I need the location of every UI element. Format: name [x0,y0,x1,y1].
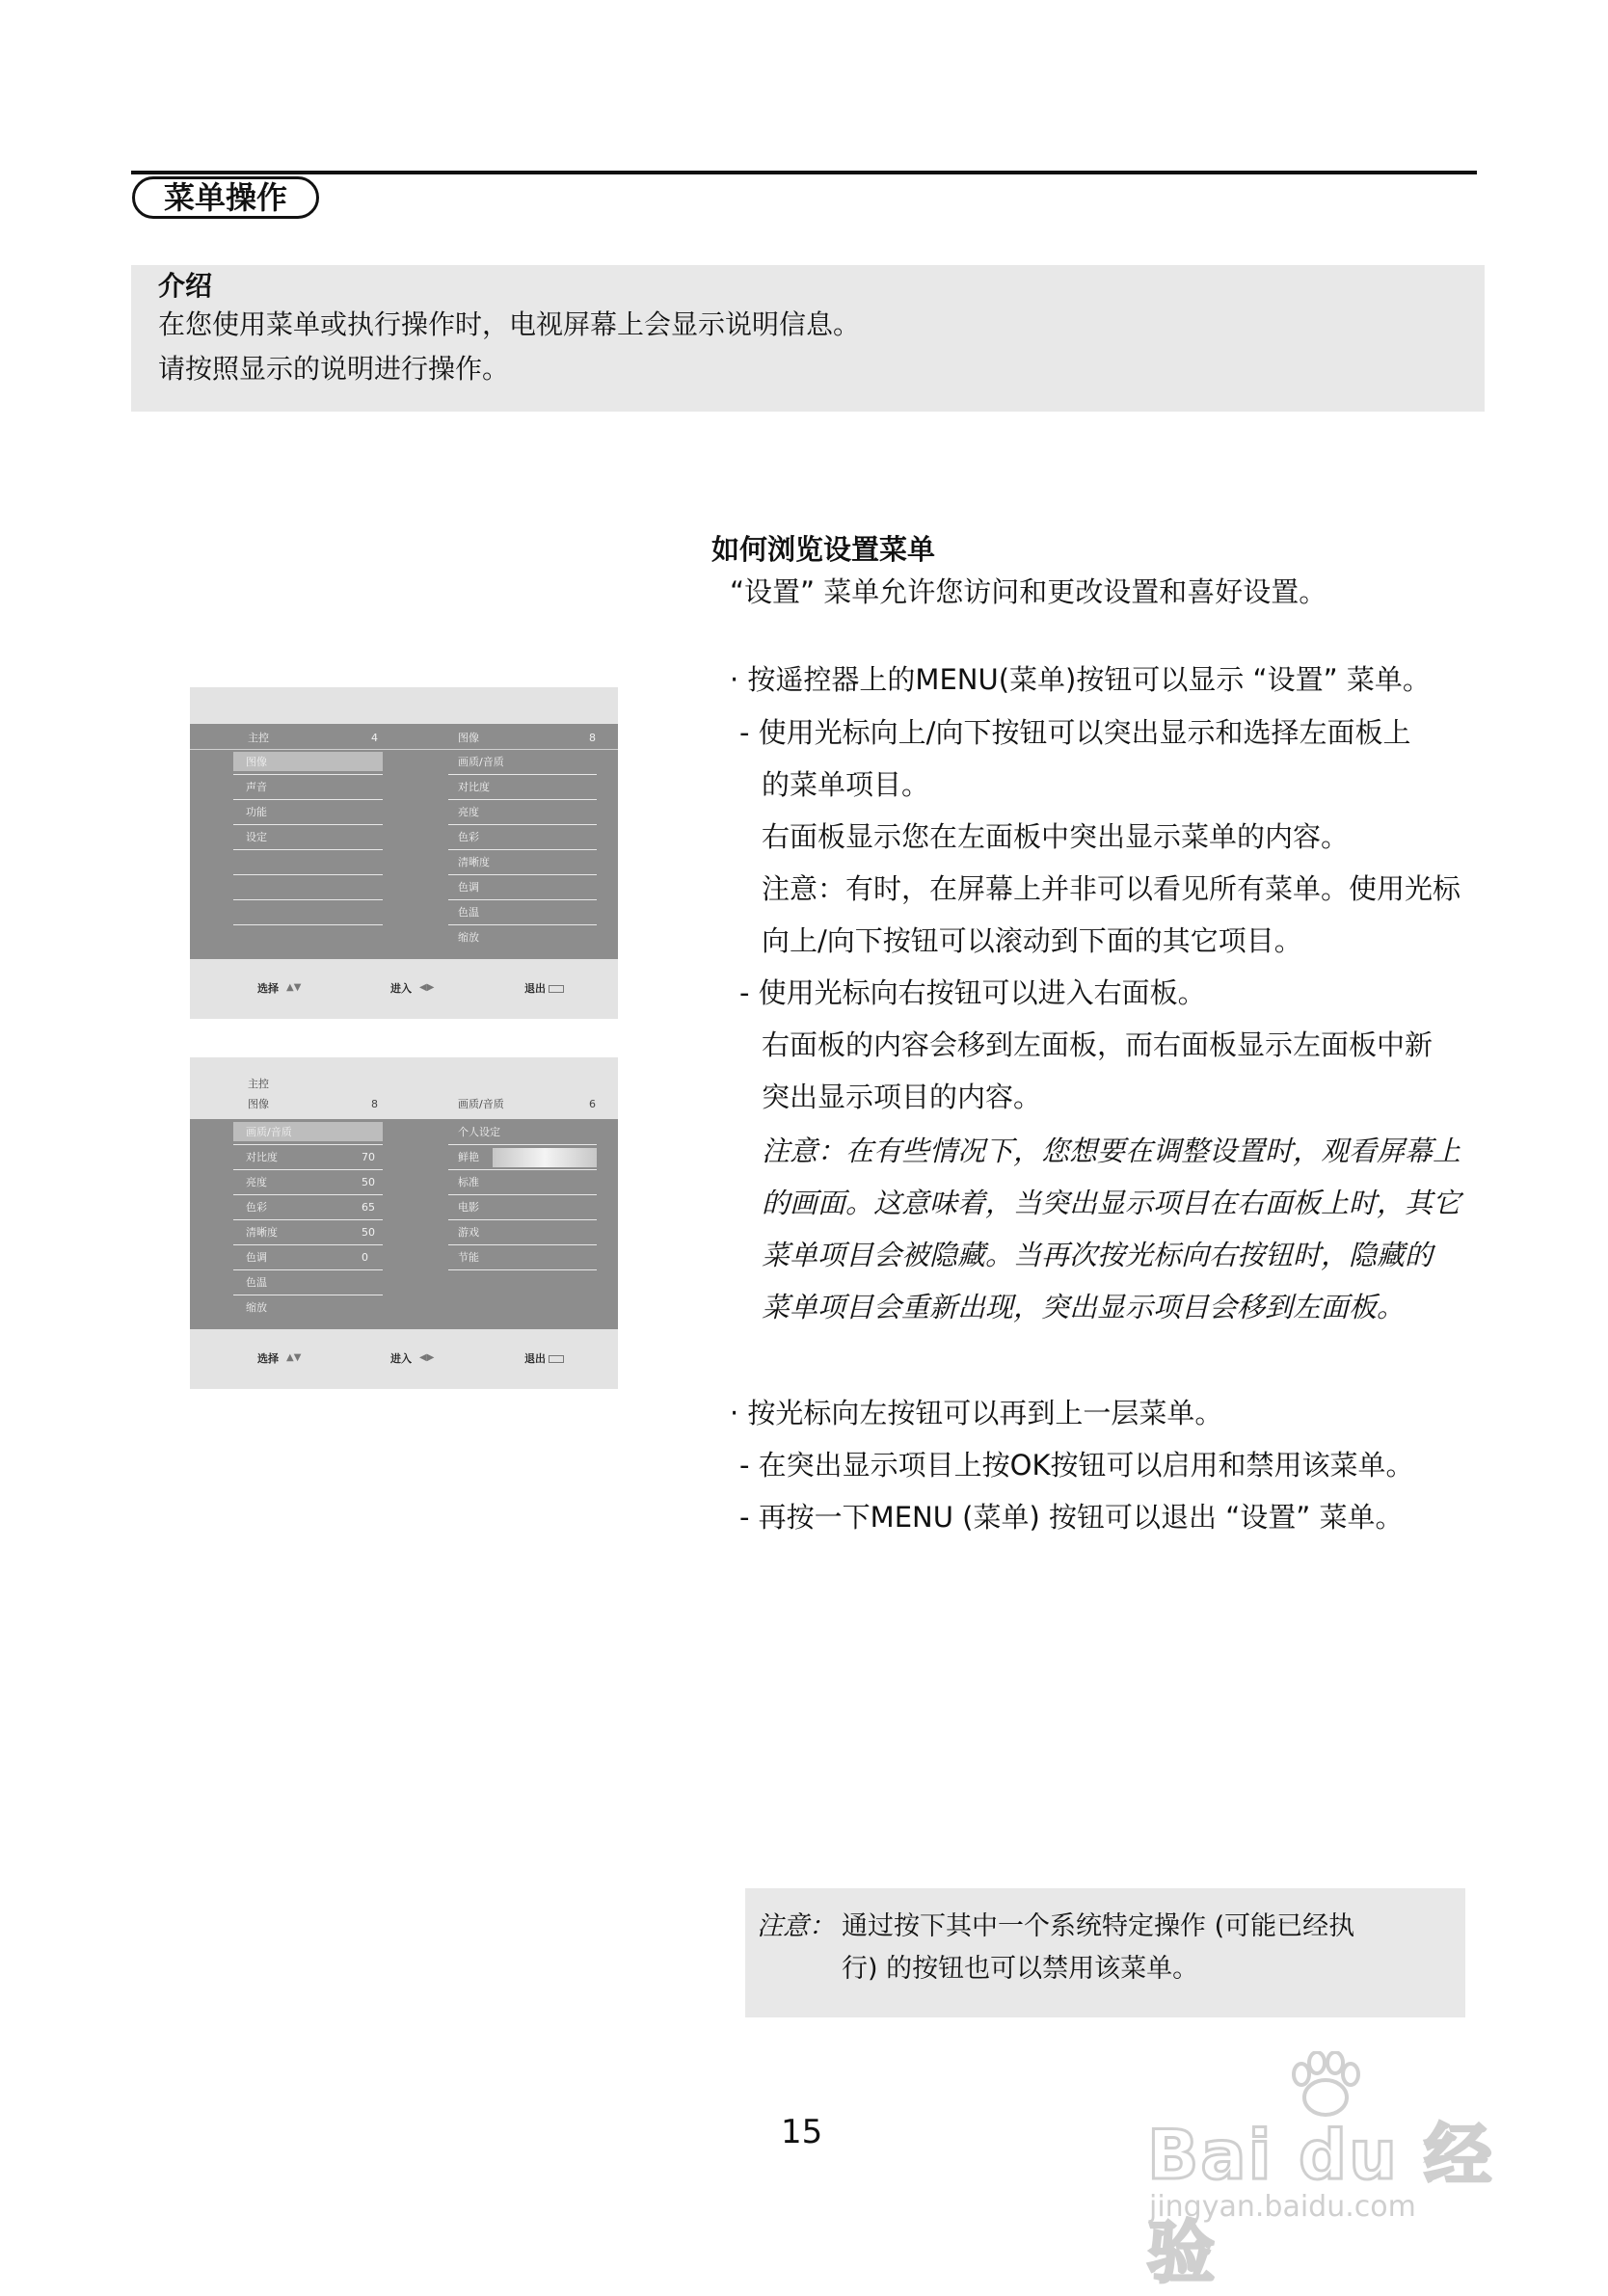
menu-right-item[interactable]: 标准 [458,1176,479,1188]
menu-row-line [233,924,383,925]
menu-left-item[interactable]: 色调 [246,1251,267,1264]
menu-item-value: 0 [362,1251,368,1264]
menu-item-value: 70 [362,1151,375,1163]
note-line: 注意：有时，在屏幕上并非可以看见所有菜单。使用光标 [762,872,1461,905]
menu-left-item[interactable]: 声音 [246,781,267,793]
menu-item-value: 50 [362,1176,375,1188]
menu-row-line [448,1244,597,1245]
footer-enter-label: 进入 [390,982,412,995]
menu-row-line [233,824,383,825]
menu-row-line [233,899,383,900]
left-right-arrow-icon: ◀▶ [419,982,435,993]
menu-right-count: 8 [589,732,596,744]
menu-divider [190,749,618,750]
menu-footer [190,1329,618,1389]
menu-right-item[interactable]: 色调 [458,881,479,894]
menu-right-item[interactable]: 对比度 [458,781,490,793]
bullet-line: · 按遥控器上的MENU(菜单)按钮可以显示 “设置” 菜单。 [730,663,1431,696]
menu-left-item[interactable]: 图像 [246,756,267,768]
footer-select-label: 选择 [257,982,279,995]
menu-left-item[interactable]: 清晰度 [246,1226,278,1239]
menu-row-line [233,799,383,800]
main-line: “设置” 菜单允许您访问和更改设置和喜好设置。 [730,575,1327,608]
menu-right-item[interactable]: 个人设定 [458,1126,500,1138]
page-number: 15 [781,2113,823,2151]
menu-row-line [448,1194,597,1195]
exit-key-icon [549,1355,564,1363]
menu-right-item[interactable]: 亮度 [458,806,479,818]
menu-row-line [448,924,597,925]
intro-heading: 介绍 [158,270,213,302]
menu-left-item[interactable]: 缩放 [246,1301,267,1314]
menu-row-line [448,1219,597,1220]
note-line: 菜单项目会被隐藏。当再次按光标向右按钮时，隐藏的 [762,1239,1434,1271]
menu-row-line [233,774,383,775]
menu-row-line [233,1244,383,1245]
menu-left-item[interactable]: 画质/音质 [246,1126,292,1138]
menu-row-line [233,849,383,850]
menu-right-item[interactable]: 画质/音质 [458,756,504,768]
intro-box [131,265,1485,412]
menu-row-line [448,874,597,875]
sub-bullet-line: - 在突出显示项目上按OK按钮可以启用和禁用该菜单。 [739,1449,1414,1482]
menu-breadcrumb: 主控 [248,1078,269,1090]
note-text-2: 行) 的按钮也可以禁用该菜单。 [842,1954,1199,1984]
menu-left-item[interactable]: 色温 [246,1276,267,1289]
menu-row-line [448,824,597,825]
note-label: 注意： [757,1911,835,1941]
menu-row-line [448,1169,597,1170]
bullet-line: · 按光标向左按钮可以再到上一层菜单。 [730,1397,1223,1429]
sub-bullet-line: - 再按一下MENU (菜单) 按钮可以退出 “设置” 菜单。 [739,1501,1404,1534]
menu-row-line [448,799,597,800]
main-heading: 如何浏览设置菜单 [711,533,936,566]
watermark-url: jingyan.baidu.com [1149,2190,1416,2224]
menu-right-item[interactable]: 电影 [458,1201,479,1214]
menu-right-item[interactable]: 色彩 [458,831,479,843]
section-title: 菜单操作 [132,176,319,219]
note-box [745,1888,1465,2017]
menu-right-item[interactable]: 清晰度 [458,856,490,868]
menu-row-line [448,899,597,900]
menu-right-item[interactable]: 缩放 [458,931,479,944]
note-line: 注意：在有些情况下，您想要在调整设置时，观看屏幕上 [762,1135,1461,1167]
menu-row-line [233,1194,383,1195]
menu-right-item[interactable]: 鲜艳 [458,1151,479,1163]
menu-item-value: 50 [362,1226,375,1239]
footer-enter-label: 进入 [390,1352,412,1365]
main-line: 右面板的内容会移到左面板，而右面板显示左面板中新 [762,1028,1434,1061]
menu-right-count: 6 [589,1098,596,1110]
menu-left-title: 主控 [248,732,269,744]
menu-left-item[interactable]: 设定 [246,831,267,843]
exit-key-icon [549,985,564,993]
menu-screenshot-main [190,687,618,1019]
main-line: 突出显示项目的内容。 [762,1081,1042,1113]
watermark-logo: Bai du 经验 [1147,2116,1494,2292]
menu-left-item[interactable]: 对比度 [246,1151,278,1163]
main-line: 的菜单项目。 [762,768,930,801]
menu-footer [190,959,618,1019]
menu-row-line [448,1144,597,1145]
menu-row-line [233,1169,383,1170]
menu-left-item[interactable]: 功能 [246,806,267,818]
menu-left-item[interactable]: 亮度 [246,1176,267,1188]
menu-row-line [233,874,383,875]
sub-bullet-line: - 使用光标向上/向下按钮可以突出显示和选择左面板上 [739,716,1411,749]
menu-right-item[interactable]: 节能 [458,1251,479,1264]
sub-bullet-line: - 使用光标向右按钮可以进入右面板。 [739,976,1206,1009]
footer-select-label: 选择 [257,1352,279,1365]
note-line: 的画面。这意味着，当突出显示项目在右面板上时，其它 [762,1187,1461,1219]
watermark [1138,2043,1523,2292]
note-line: 菜单项目会重新出现，突出显示项目会移到左面板。 [762,1291,1406,1323]
footer-exit-label: 退出 [524,982,546,995]
left-right-arrow-icon: ◀▶ [419,1352,435,1363]
footer-exit-label: 退出 [524,1352,546,1365]
menu-row-line [233,1144,383,1145]
main-line: 右面板显示您在左面板中突出显示菜单的内容。 [762,820,1350,853]
menu-row-line [448,849,597,850]
intro-line-2: 请按照显示的说明进行操作。 [158,353,510,385]
menu-row-line [448,1269,597,1270]
note-text-1: 通过按下其中一个系统特定操作 (可能已经执 [842,1911,1355,1941]
menu-right-title: 画质/音质 [458,1098,504,1110]
menu-screenshot-submenu [190,1057,618,1389]
menu-left-count: 8 [371,1098,378,1110]
menu-right-item[interactable]: 游戏 [458,1226,479,1239]
menu-row-line [448,774,597,775]
note-line: 向上/向下按钮可以滚动到下面的其它项目。 [762,924,1302,957]
menu-header [190,687,618,724]
menu-row-line [233,1219,383,1220]
menu-row-line [233,1269,383,1270]
intro-line-1: 在您使用菜单或执行操作时，电视屏幕上会显示说明信息。 [158,308,861,340]
menu-item-value: 65 [362,1201,375,1214]
menu-right-item[interactable]: 色温 [458,906,479,919]
up-down-arrow-icon: ▲▼ [286,982,302,993]
menu-left-title: 图像 [248,1098,269,1110]
top-rule [131,171,1477,174]
up-down-arrow-icon: ▲▼ [286,1352,302,1363]
menu-left-count: 4 [371,732,378,744]
menu-left-item[interactable]: 色彩 [246,1201,267,1214]
menu-selection-bar [493,1148,597,1167]
menu-right-title: 图像 [458,732,479,744]
